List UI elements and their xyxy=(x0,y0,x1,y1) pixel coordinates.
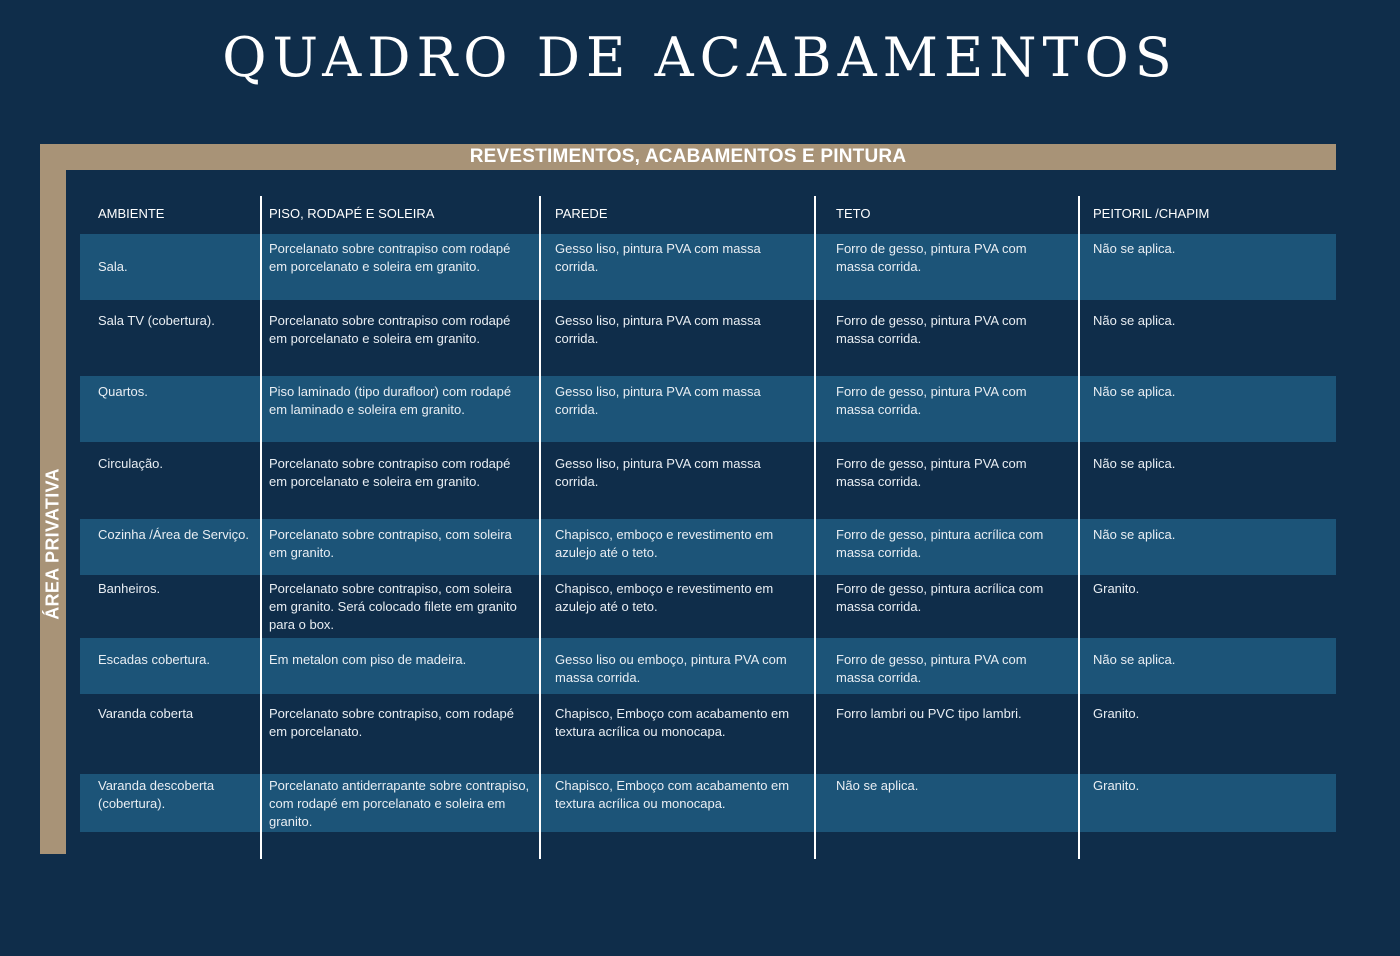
column-header-parede: PAREDE xyxy=(555,206,608,221)
cell-teto: Forro de gesso, pintura PVA com massa corrida. xyxy=(836,456,1027,489)
cell-piso: Em metalon com piso de madeira. xyxy=(269,652,467,667)
column-header-piso: PISO, RODAPÉ E SOLEIRA xyxy=(269,206,435,221)
cell-piso: Porcelanato antiderrapante sobre contrapiso, com rodapé em porcelanato e soleira em granito. xyxy=(269,778,530,829)
cell-teto: Forro de gesso, pintura PVA com massa corrida. xyxy=(836,313,1027,346)
cell-peitoril: Não se aplica. xyxy=(1093,527,1176,542)
cell-parede: Gesso liso, pintura PVA com massa corrida. xyxy=(555,313,761,346)
section-header: REVESTIMENTOS, ACABAMENTOS E PINTURA xyxy=(469,146,907,167)
cell-parede: Chapisco, Emboço com acabamento em textura acrílica ou monocapa. xyxy=(555,778,790,811)
cell-ambiente: Cozinha /Área de Serviço. xyxy=(98,527,250,542)
column-header-teto: TETO xyxy=(836,206,871,221)
column-divider xyxy=(814,196,816,859)
cell-parede: Chapisco, emboço e revestimento em azulejo até o teto. xyxy=(555,527,774,560)
cell-teto: Não se aplica. xyxy=(836,778,919,793)
cell-piso: Porcelanato sobre contrapiso com rodapé em porcelanato e soleira em granito. xyxy=(269,241,511,274)
cell-peitoril: Não se aplica. xyxy=(1093,456,1176,471)
cell-piso: Porcelanato sobre contrapiso com rodapé em porcelanato e soleira em granito. xyxy=(269,456,511,489)
cell-piso: Porcelanato sobre contrapiso, com rodapé em porcelanato. xyxy=(269,706,514,739)
cell-piso: Porcelanato sobre contrapiso, com soleira em granito. xyxy=(269,527,512,560)
cell-ambiente: Escadas cobertura. xyxy=(98,652,211,667)
cell-piso: Porcelanato sobre contrapiso com rodapé em porcelanato e soleira em granito. xyxy=(269,313,511,346)
cell-teto: Forro de gesso, pintura PVA com massa corrida. xyxy=(836,652,1027,685)
cell-parede: Gesso liso, pintura PVA com massa corrida. xyxy=(555,384,761,417)
cell-ambiente: Varanda descoberta (cobertura). xyxy=(98,778,215,811)
column-divider xyxy=(260,196,262,859)
cell-peitoril: Não se aplica. xyxy=(1093,384,1176,399)
cell-ambiente: Varanda coberta xyxy=(98,706,194,721)
cell-peitoril: Granito. xyxy=(1093,581,1140,596)
cell-parede: Gesso liso, pintura PVA com massa corrida. xyxy=(555,241,761,274)
cell-teto: Forro de gesso, pintura acrílica com massa corrida. xyxy=(836,581,1044,614)
cell-teto: Forro de gesso, pintura acrílica com massa corrida. xyxy=(836,527,1044,560)
cell-teto: Forro de gesso, pintura PVA com massa corrida. xyxy=(836,384,1027,417)
cell-parede: Chapisco, Emboço com acabamento em textura acrílica ou monocapa. xyxy=(555,706,790,739)
page-title: QUADRO DE ACABAMENTOS xyxy=(222,26,1178,89)
cell-ambiente: Circulação. xyxy=(98,456,164,471)
cell-ambiente: Banheiros. xyxy=(98,581,161,596)
column-header-ambiente: AMBIENTE xyxy=(98,206,165,221)
cell-teto: Forro lambri ou PVC tipo lambri. xyxy=(836,706,1022,721)
cell-piso: Porcelanato sobre contrapiso, com soleira em granito. Será colocado filete em granito para o box. xyxy=(269,581,517,632)
cell-piso: Piso laminado (tipo durafloor) com rodapé em laminado e soleira em granito. xyxy=(269,384,512,417)
cell-peitoril: Não se aplica. xyxy=(1093,313,1176,328)
column-divider xyxy=(1078,196,1080,859)
cell-ambiente: Sala TV (cobertura). xyxy=(98,313,215,328)
cell-peitoril: Granito. xyxy=(1093,706,1140,721)
cell-ambiente: Sala. xyxy=(98,259,128,274)
cell-ambiente: Quartos. xyxy=(98,384,148,399)
column-divider xyxy=(539,196,541,859)
cell-peitoril: Não se aplica. xyxy=(1093,241,1176,256)
cell-parede: Gesso liso ou emboço, pintura PVA com massa corrida. xyxy=(555,652,787,685)
cell-peitoril: Não se aplica. xyxy=(1093,652,1176,667)
cell-parede: Chapisco, emboço e revestimento em azulejo até o teto. xyxy=(555,581,774,614)
side-label: ÁREA PRIVATIVA xyxy=(42,468,63,620)
cell-teto: Forro de gesso, pintura PVA com massa corrida. xyxy=(836,241,1027,274)
cell-peitoril: Granito. xyxy=(1093,778,1140,793)
cell-parede: Gesso liso, pintura PVA com massa corrida. xyxy=(555,456,761,489)
column-header-peitoril: PEITORIL /CHAPIM xyxy=(1093,206,1210,221)
